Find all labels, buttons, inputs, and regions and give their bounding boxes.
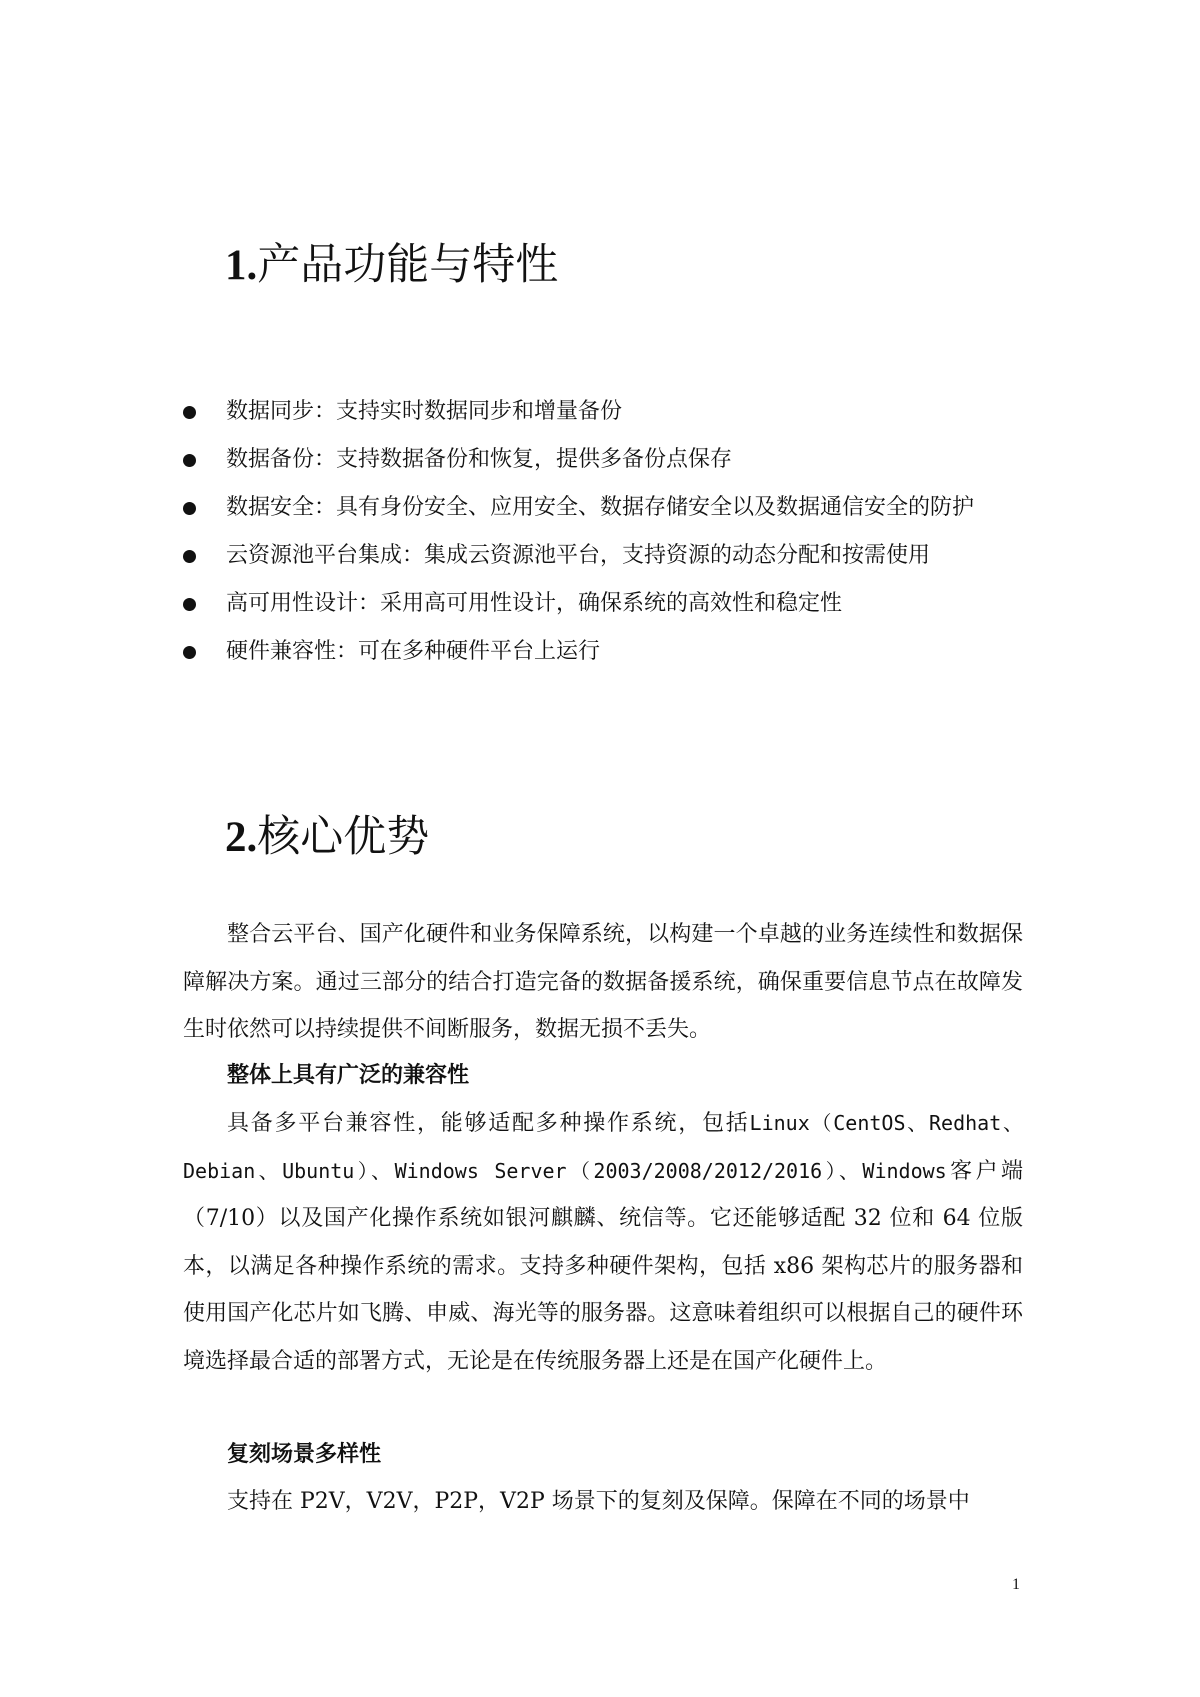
os-list-text: Linux（CentOS、Redhat、Debian、Ubuntu）、Windows Server（2003/2008/2012/2016）、Windows xyxy=(183,1111,1023,1183)
bullet-dot-icon xyxy=(183,454,196,467)
feature-list-item xyxy=(180,436,1030,484)
feature-text: 数据备份：支持数据备份和恢复，提供多备份点保存 xyxy=(226,447,733,472)
section-2-heading xyxy=(225,812,429,863)
feature-list xyxy=(180,388,1030,676)
feature-text: 硬件兼容性：可在多种硬件平台上运行 xyxy=(226,639,601,664)
bullet-dot-icon xyxy=(183,598,196,611)
section-2-title: 核心优势 xyxy=(257,812,430,862)
feature-text: 数据同步：支持实时数据同步和增量备份 xyxy=(226,399,623,424)
feature-list-item xyxy=(180,580,1030,628)
feature-list-item xyxy=(180,388,1030,436)
compatibility-text-b: 客户端（7/10）以及国产化操作系统如银河麒麟、统信等。它还能够适配 32 位和 64 位版本，以满足各种操作系统的需求。支持多种硬件架构，包括 x86 架构芯片的服务器和使用国产化芯片如飞腾、申威、海光等的服务器。这意味着组织可以根据自己的硬件环境选择最合适的部署方式，无论是在传统服务器上还是在国产化硬件上。 xyxy=(183,1158,1023,1374)
subheading-compatibility: 整体上具有广泛的兼容性 xyxy=(227,1062,470,1088)
intro-paragraph: 整合云平台、国产化硬件和业务保障系统，以构建一个卓越的业务连续性和数据保障解决方案。通过三部分的结合打造完备的数据备援系统，确保重要信息节点在故障发生时依然可以持续提供不间断服务，数据无损不丢失。 xyxy=(183,922,1023,1042)
feature-list-item xyxy=(180,484,1030,532)
bullet-dot-icon xyxy=(183,406,196,419)
feature-text: 数据安全：具有身份安全、应用安全、数据存储安全以及数据通信安全的防护 xyxy=(226,495,975,520)
section-2-number: 2. xyxy=(225,814,258,861)
bullet-dot-icon xyxy=(183,646,196,659)
section-1-title: 产品功能与特性 xyxy=(257,240,559,290)
bullet-dot-icon xyxy=(183,502,196,515)
section-1-heading xyxy=(225,240,558,291)
feature-list-item xyxy=(180,628,1030,676)
section-1-number: 1. xyxy=(225,242,258,289)
compatibility-paragraph xyxy=(183,1100,1023,1385)
scenarios-paragraph: 支持在 P2V，V2V，P2P，V2P 场景下的复刻及保障。保障在不同的场景中 xyxy=(227,1489,970,1514)
feature-text: 云资源池平台集成：集成云资源池平台，支持资源的动态分配和按需使用 xyxy=(226,543,931,568)
subheading-scenarios: 复刻场景多样性 xyxy=(227,1441,382,1467)
compatibility-text-a: 具备多平台兼容性，能够适配多种操作系统，包括 xyxy=(227,1111,750,1136)
bullet-dot-icon xyxy=(183,550,196,563)
feature-text: 高可用性设计：采用高可用性设计，确保系统的高效性和稳定性 xyxy=(226,591,843,616)
feature-list-item xyxy=(180,532,1030,580)
page-number: 1 xyxy=(1012,1576,1020,1593)
